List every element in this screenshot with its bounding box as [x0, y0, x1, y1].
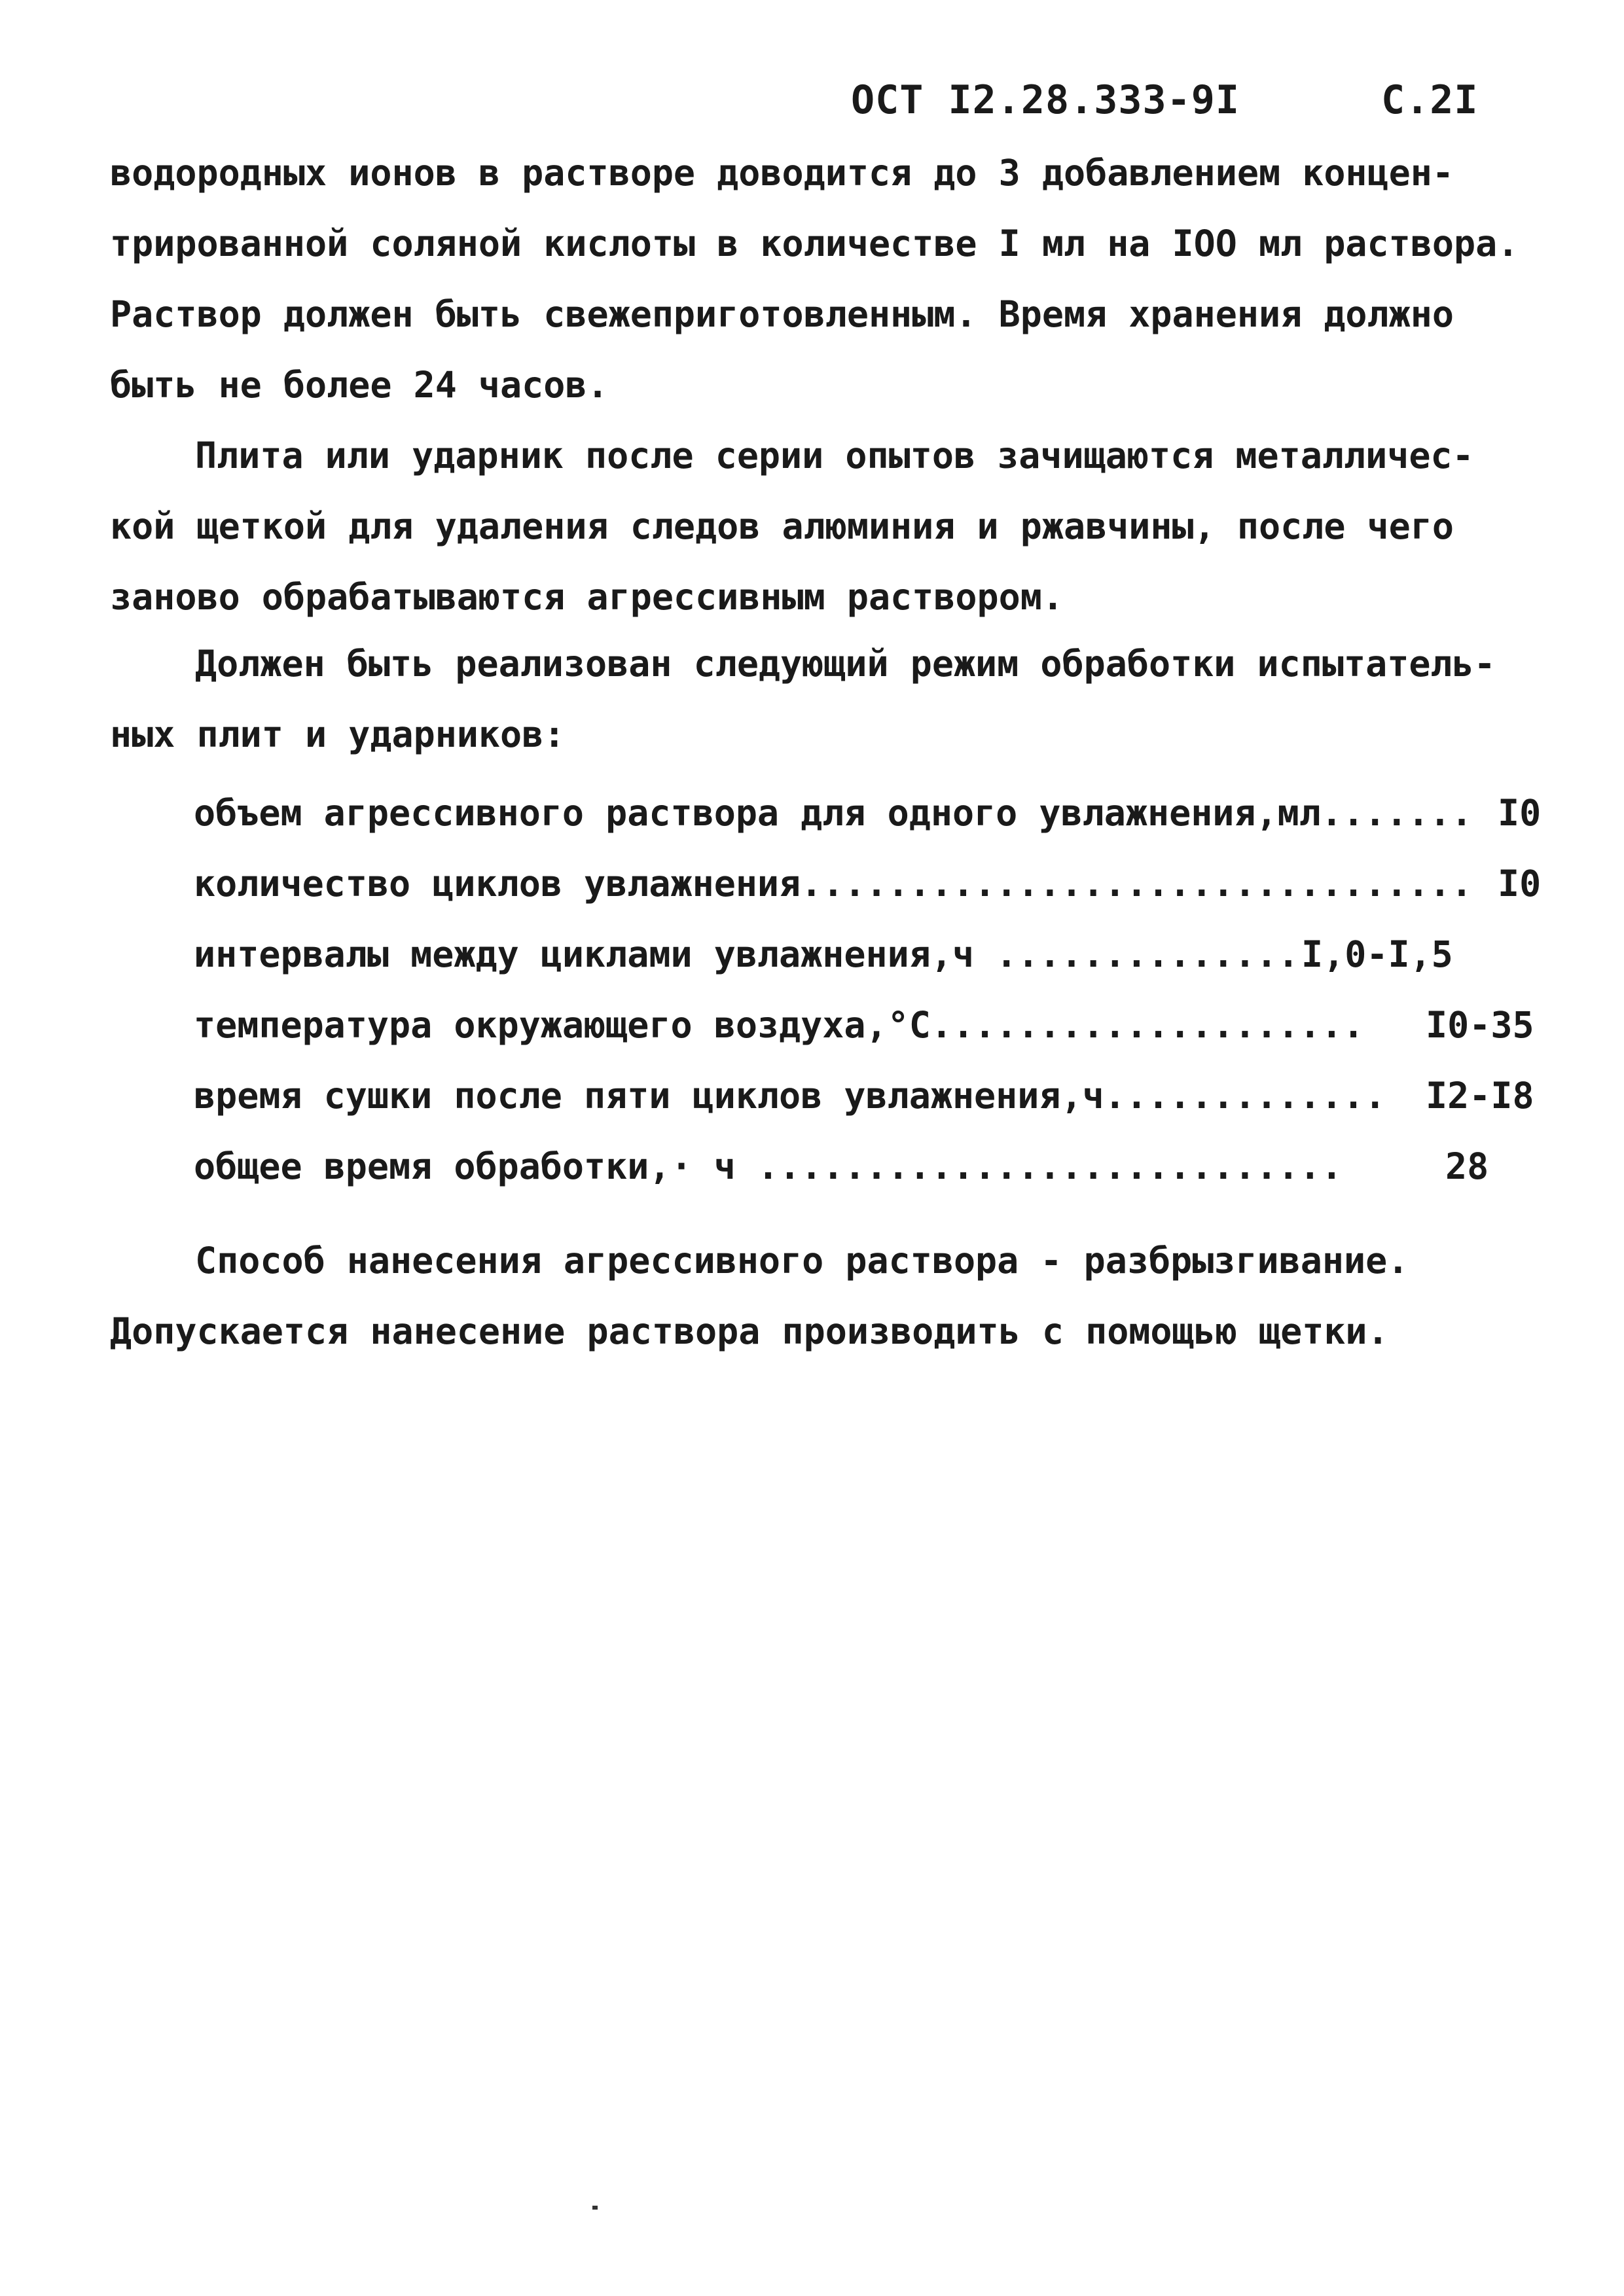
parameter-value: I,0-I,5	[1301, 933, 1453, 975]
parameter-label: количество циклов увлажнения...............................	[194, 863, 1473, 905]
treatment-parameters-list	[194, 778, 1542, 1202]
parameter-label: температура окружающего воздуха,°С....................	[194, 1004, 1365, 1046]
paragraph-plate-cleaning	[110, 420, 1524, 632]
parameter-value: I0-35	[1426, 1004, 1534, 1046]
text-line: быть не более 24 часов.	[110, 364, 609, 406]
parameter-value: I0	[1498, 792, 1542, 834]
parameter-label: объем агрессивного раствора для одного увлажнения,мл.......	[194, 792, 1473, 834]
text-line: Должен быть реализован следующий режим обработки испытатель-	[195, 643, 1496, 685]
scan-speck	[592, 2206, 598, 2210]
text-line: Допускается нанесение раствора производить с помощью щетки.	[110, 1310, 1389, 1352]
text-line: ных плит и ударников:	[110, 713, 566, 755]
parameter-row	[194, 919, 1542, 990]
text-line: водородных ионов в растворе доводится до 3 добавлением концен-	[110, 152, 1454, 194]
parameter-label: общее время обработки,· ч ...........................	[194, 1145, 1343, 1187]
parameter-value: I2-I8	[1426, 1075, 1534, 1117]
paragraph-application-method	[110, 1225, 1524, 1367]
document-code: ОСТ I2.28.333-9I	[851, 77, 1240, 123]
parameter-label: время сушки после пяти циклов увлажнения,ч.............	[194, 1075, 1386, 1117]
text-line: Способ нанесения агрессивного раствора - разбрызгивание.	[195, 1240, 1409, 1282]
paragraph-solution-preparation	[110, 137, 1524, 420]
parameter-row	[194, 1131, 1542, 1202]
text-line: Раствор должен быть свежеприготовленным. Время хранения должно	[110, 293, 1454, 335]
paragraph-treatment-mode	[110, 628, 1524, 770]
text-line: кой щеткой для удаления следов алюминия и ржавчины, после чего	[110, 505, 1454, 547]
parameter-row	[194, 778, 1542, 848]
parameter-label: интервалы между циклами увлажнения,ч ..............	[194, 933, 1299, 975]
parameter-value: I0	[1498, 863, 1542, 905]
text-line: заново обрабатываются агрессивным раствором.	[110, 576, 1064, 618]
text-line: трированной соляной кислоты в количестве I мл на IОО мл раствора.	[110, 223, 1519, 264]
parameter-row	[194, 990, 1542, 1060]
parameter-row	[194, 848, 1542, 919]
parameter-row	[194, 1060, 1542, 1131]
text-line: Плита или ударник после серии опытов зачищаются металличес-	[195, 435, 1474, 476]
page-number: С.2I	[1381, 77, 1479, 123]
page-header	[851, 77, 1479, 130]
parameter-value: 28	[1445, 1145, 1489, 1187]
